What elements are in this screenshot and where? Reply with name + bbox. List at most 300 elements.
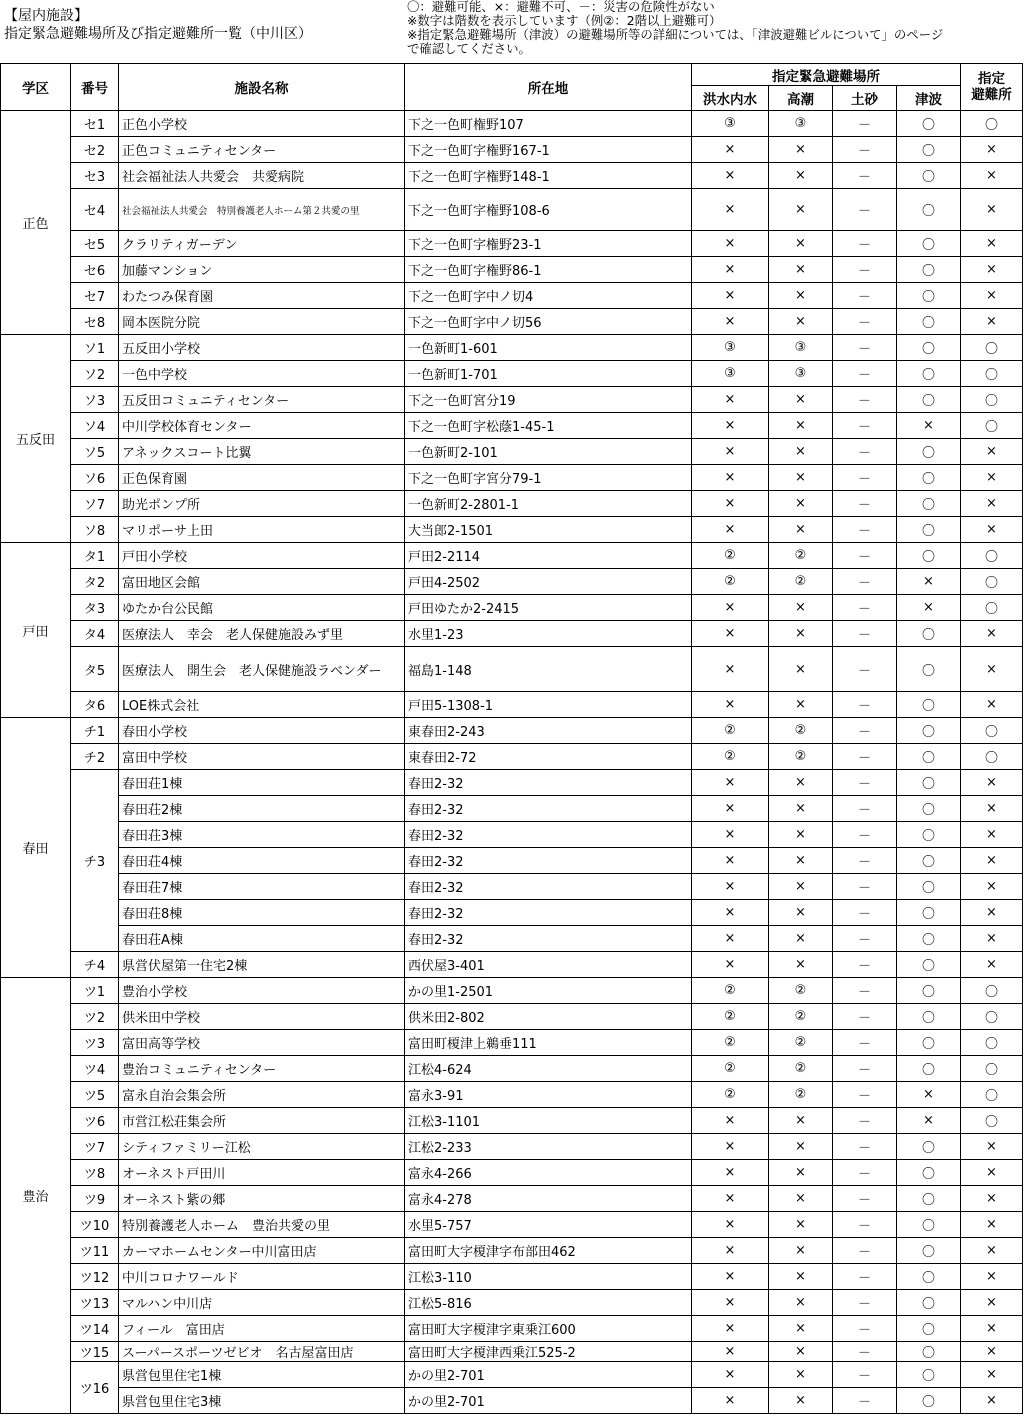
- facility-name: 春田小学校: [119, 718, 405, 744]
- facility-name: 富田地区会館: [119, 569, 405, 595]
- shelter-status: ×: [961, 1238, 1023, 1264]
- storm-surge-status: ×: [769, 1362, 833, 1388]
- landslide-status: －: [833, 1264, 897, 1290]
- facility-address: 水里1-23: [405, 621, 692, 647]
- tsunami-status: 〇: [897, 189, 961, 231]
- facility-number: セ3: [71, 163, 119, 189]
- shelter-status: 〇: [961, 111, 1023, 137]
- table-row: [1, 361, 1023, 387]
- header-tsunami: 津波: [897, 86, 961, 111]
- storm-surge-status: ③: [769, 111, 833, 137]
- landslide-status: －: [833, 309, 897, 335]
- tsunami-status: 〇: [897, 309, 961, 335]
- storm-surge-status: ②: [769, 1056, 833, 1082]
- table-row: [1, 163, 1023, 189]
- shelter-status: 〇: [961, 413, 1023, 439]
- facility-name: カーマホームセンター中川富田店: [119, 1238, 405, 1264]
- shelter-status: 〇: [961, 569, 1023, 595]
- tsunami-status: 〇: [897, 361, 961, 387]
- facility-address: 富田町大字榎津字東乗江600: [405, 1316, 692, 1342]
- table-body: [1, 111, 1023, 1414]
- landslide-status: －: [833, 1082, 897, 1108]
- facility-number: ツ4: [71, 1056, 119, 1082]
- facility-name: 県営伏屋第一住宅2棟: [119, 952, 405, 978]
- district-name: 正色: [1, 111, 71, 335]
- facility-name: 五反田コミュニティセンター: [119, 387, 405, 413]
- facility-number: チ2: [71, 744, 119, 770]
- facility-name: LOE株式会社: [119, 692, 405, 718]
- facility-address: 下之一色町権野107: [405, 111, 692, 137]
- header-facility-name: 施設名称: [119, 64, 405, 111]
- facility-address: 春田2-32: [405, 900, 692, 926]
- facility-name: 富田中学校: [119, 744, 405, 770]
- flood-status: ×: [692, 770, 769, 796]
- facility-name: 春田荘1棟: [119, 770, 405, 796]
- flood-status: ×: [692, 874, 769, 900]
- table-row: [1, 1342, 1023, 1362]
- landslide-status: －: [833, 1342, 897, 1362]
- tsunami-status: 〇: [897, 744, 961, 770]
- table-row: [1, 543, 1023, 569]
- storm-surge-status: ×: [769, 439, 833, 465]
- facility-name: オーネスト紫の郷: [119, 1186, 405, 1212]
- facility-name: アネックスコート比翼: [119, 439, 405, 465]
- facility-address: 江松5-816: [405, 1290, 692, 1316]
- facility-address: 春田2-32: [405, 770, 692, 796]
- facility-name: マリポーサ上田: [119, 517, 405, 543]
- flood-status: ×: [692, 189, 769, 231]
- district-name: 豊治: [1, 978, 71, 1414]
- shelter-status: ×: [961, 137, 1023, 163]
- table-row: [1, 952, 1023, 978]
- landslide-status: －: [833, 822, 897, 848]
- legend-note: ※指定緊急避難場所（津波）の避難場所等の詳細については、「津波避難ビルについて」のページ: [407, 27, 944, 42]
- shelter-status: ×: [961, 491, 1023, 517]
- landslide-status: －: [833, 137, 897, 163]
- storm-surge-status: ×: [769, 926, 833, 952]
- landslide-status: －: [833, 744, 897, 770]
- facility-address: 一色新町1-701: [405, 361, 692, 387]
- facility-number: セ8: [71, 309, 119, 335]
- landslide-status: －: [833, 465, 897, 491]
- shelter-status: 〇: [961, 1030, 1023, 1056]
- storm-surge-status: ×: [769, 1238, 833, 1264]
- shelter-status: ×: [961, 283, 1023, 309]
- flood-status: ×: [692, 900, 769, 926]
- table-row: [1, 1186, 1023, 1212]
- facility-number: ツ6: [71, 1108, 119, 1134]
- facility-number: チ3: [71, 770, 119, 952]
- tsunami-status: 〇: [897, 137, 961, 163]
- table-row: [1, 1238, 1023, 1264]
- storm-surge-status: ②: [769, 718, 833, 744]
- facility-number: ツ8: [71, 1160, 119, 1186]
- flood-status: ×: [692, 796, 769, 822]
- facility-number: ソ2: [71, 361, 119, 387]
- flood-status: ×: [692, 926, 769, 952]
- tsunami-status: 〇: [897, 1316, 961, 1342]
- table-row: [1, 309, 1023, 335]
- storm-surge-status: ×: [769, 848, 833, 874]
- tsunami-status: 〇: [897, 978, 961, 1004]
- table-row: [1, 1030, 1023, 1056]
- flood-status: ②: [692, 1056, 769, 1082]
- landslide-status: －: [833, 387, 897, 413]
- facility-name: 春田荘7棟: [119, 874, 405, 900]
- storm-surge-status: ×: [769, 952, 833, 978]
- shelter-status: 〇: [961, 1108, 1023, 1134]
- tsunami-status: 〇: [897, 1362, 961, 1388]
- landslide-status: －: [833, 257, 897, 283]
- facility-number: ツ13: [71, 1290, 119, 1316]
- shelter-status: ×: [961, 848, 1023, 874]
- facility-number: ソ5: [71, 439, 119, 465]
- storm-surge-status: ×: [769, 231, 833, 257]
- flood-status: ②: [692, 569, 769, 595]
- storm-surge-status: ×: [769, 822, 833, 848]
- facility-name: 医療法人 開生会 老人保健施設ラベンダー: [119, 647, 405, 692]
- facility-address: かの里1-2501: [405, 978, 692, 1004]
- landslide-status: －: [833, 1108, 897, 1134]
- table-row: [1, 1212, 1023, 1238]
- facility-number: チ4: [71, 952, 119, 978]
- landslide-status: －: [833, 1212, 897, 1238]
- storm-surge-status: ×: [769, 1290, 833, 1316]
- tsunami-status: ×: [897, 595, 961, 621]
- facility-address: 春田2-32: [405, 796, 692, 822]
- facility-name: フィール 富田店: [119, 1316, 405, 1342]
- landslide-status: －: [833, 491, 897, 517]
- flood-status: ×: [692, 848, 769, 874]
- facility-address: 大当郎2-1501: [405, 517, 692, 543]
- storm-surge-status: ②: [769, 1082, 833, 1108]
- flood-status: ×: [692, 163, 769, 189]
- facility-name: 市営江松荘集会所: [119, 1108, 405, 1134]
- table-row: [1, 1108, 1023, 1134]
- landslide-status: －: [833, 1160, 897, 1186]
- facility-address: 水里5-757: [405, 1212, 692, 1238]
- legend-note: ※数字は階数を表示しています（例②：2階以上避難可）: [407, 13, 722, 28]
- facility-number: タ4: [71, 621, 119, 647]
- flood-status: ×: [692, 1108, 769, 1134]
- facility-number: セ6: [71, 257, 119, 283]
- facility-number: ツ11: [71, 1238, 119, 1264]
- table-row: [1, 926, 1023, 952]
- facility-number: ツ1: [71, 978, 119, 1004]
- tsunami-status: 〇: [897, 387, 961, 413]
- facility-number: タ6: [71, 692, 119, 718]
- tsunami-status: 〇: [897, 335, 961, 361]
- facility-name: 一色中学校: [119, 361, 405, 387]
- landslide-status: －: [833, 335, 897, 361]
- facility-name: 中川学校体育センター: [119, 413, 405, 439]
- storm-surge-status: ②: [769, 978, 833, 1004]
- facility-number: タ5: [71, 647, 119, 692]
- tsunami-status: ×: [897, 1082, 961, 1108]
- facility-name: 加藤マンション: [119, 257, 405, 283]
- shelter-status: 〇: [961, 361, 1023, 387]
- storm-surge-status: ×: [769, 517, 833, 543]
- table-row: [1, 874, 1023, 900]
- landslide-status: －: [833, 770, 897, 796]
- tsunami-status: 〇: [897, 848, 961, 874]
- table-row: [1, 796, 1023, 822]
- storm-surge-status: ×: [769, 1264, 833, 1290]
- facility-address: 下之一色町字中ノ切4: [405, 283, 692, 309]
- facility-name: 県営包里住宅3棟: [119, 1388, 405, 1414]
- tsunami-status: 〇: [897, 491, 961, 517]
- landslide-status: －: [833, 796, 897, 822]
- shelter-status: 〇: [961, 744, 1023, 770]
- flood-status: ③: [692, 335, 769, 361]
- flood-status: ②: [692, 1030, 769, 1056]
- facility-address: 下之一色町字松蔭1-45-1: [405, 413, 692, 439]
- flood-status: ×: [692, 1238, 769, 1264]
- facility-name: オーネスト戸田川: [119, 1160, 405, 1186]
- page-header: [0, 0, 1026, 62]
- facility-number: ソ7: [71, 491, 119, 517]
- shelter-status: ×: [961, 1186, 1023, 1212]
- facility-number: ツ15: [71, 1342, 119, 1362]
- tsunami-status: ×: [897, 569, 961, 595]
- tsunami-status: 〇: [897, 439, 961, 465]
- table-row: [1, 387, 1023, 413]
- storm-surge-status: ×: [769, 900, 833, 926]
- facility-address: 江松2-233: [405, 1134, 692, 1160]
- shelter-status: 〇: [961, 543, 1023, 569]
- facility-address: 江松3-110: [405, 1264, 692, 1290]
- flood-status: ②: [692, 718, 769, 744]
- tsunami-status: 〇: [897, 952, 961, 978]
- flood-status: ②: [692, 1004, 769, 1030]
- flood-status: ×: [692, 1290, 769, 1316]
- facility-address: 下之一色町字宮分79-1: [405, 465, 692, 491]
- table-row: [1, 1056, 1023, 1082]
- flood-status: ×: [692, 439, 769, 465]
- tsunami-status: 〇: [897, 1160, 961, 1186]
- flood-status: ②: [692, 744, 769, 770]
- facility-number: ツ3: [71, 1030, 119, 1056]
- header-flood: 洪水内水: [692, 86, 769, 111]
- facility-name: マルハン中川店: [119, 1290, 405, 1316]
- shelter-status: ×: [961, 1134, 1023, 1160]
- tsunami-status: 〇: [897, 543, 961, 569]
- header-number: 番号: [71, 64, 119, 111]
- tsunami-status: 〇: [897, 1342, 961, 1362]
- tsunami-status: 〇: [897, 822, 961, 848]
- facility-name: 豊治コミュニティセンター: [119, 1056, 405, 1082]
- tsunami-status: 〇: [897, 692, 961, 718]
- facility-number: セ1: [71, 111, 119, 137]
- flood-status: ×: [692, 647, 769, 692]
- shelter-status: ×: [961, 1212, 1023, 1238]
- tsunami-status: 〇: [897, 926, 961, 952]
- table-row: [1, 1388, 1023, 1414]
- landslide-status: －: [833, 231, 897, 257]
- shelter-status: ×: [961, 1362, 1023, 1388]
- shelter-status: ×: [961, 231, 1023, 257]
- storm-surge-status: ×: [769, 137, 833, 163]
- flood-status: ×: [692, 621, 769, 647]
- facility-address: 富田町榎津上鵜垂111: [405, 1030, 692, 1056]
- tsunami-status: 〇: [897, 465, 961, 491]
- facility-number: ソ1: [71, 335, 119, 361]
- storm-surge-status: ×: [769, 465, 833, 491]
- facility-address: 春田2-32: [405, 926, 692, 952]
- table-row: [1, 189, 1023, 231]
- table-row: [1, 1316, 1023, 1342]
- table-row: [1, 1290, 1023, 1316]
- storm-surge-status: ×: [769, 1160, 833, 1186]
- facility-address: 春田2-32: [405, 874, 692, 900]
- storm-surge-status: ②: [769, 1030, 833, 1056]
- tsunami-status: 〇: [897, 796, 961, 822]
- storm-surge-status: ×: [769, 595, 833, 621]
- storm-surge-status: ×: [769, 692, 833, 718]
- facility-address: 戸田4-2502: [405, 569, 692, 595]
- facility-address: 下之一色町字権野108-6: [405, 189, 692, 231]
- flood-status: ×: [692, 1134, 769, 1160]
- storm-surge-status: ×: [769, 491, 833, 517]
- storm-surge-status: ×: [769, 413, 833, 439]
- landslide-status: －: [833, 926, 897, 952]
- header-landslide: 土砂: [833, 86, 897, 111]
- facility-number: ツ10: [71, 1212, 119, 1238]
- flood-status: ×: [692, 822, 769, 848]
- facility-name: クラリティガーデン: [119, 231, 405, 257]
- storm-surge-status: ×: [769, 1316, 833, 1342]
- facility-address: 江松3-1101: [405, 1108, 692, 1134]
- storm-surge-status: ×: [769, 874, 833, 900]
- shelter-status: ×: [961, 621, 1023, 647]
- table-row: [1, 413, 1023, 439]
- table-row: [1, 718, 1023, 744]
- landslide-status: －: [833, 111, 897, 137]
- tsunami-status: 〇: [897, 257, 961, 283]
- facility-name: 富永自治会集会所: [119, 1082, 405, 1108]
- table-row: [1, 848, 1023, 874]
- landslide-status: －: [833, 543, 897, 569]
- facility-address: 戸田ゆたか2-2415: [405, 595, 692, 621]
- flood-status: ×: [692, 1362, 769, 1388]
- flood-status: ×: [692, 1264, 769, 1290]
- tsunami-status: 〇: [897, 1388, 961, 1414]
- tsunami-status: 〇: [897, 163, 961, 189]
- table-row: [1, 744, 1023, 770]
- facility-address: 下之一色町字権野167-1: [405, 137, 692, 163]
- shelter-status: ×: [961, 1342, 1023, 1362]
- facility-name: 医療法人 幸会 老人保健施設みず里: [119, 621, 405, 647]
- facility-address: 下之一色町字権野86-1: [405, 257, 692, 283]
- landslide-status: －: [833, 978, 897, 1004]
- flood-status: ×: [692, 283, 769, 309]
- storm-surge-status: ×: [769, 1134, 833, 1160]
- flood-status: ②: [692, 543, 769, 569]
- tsunami-status: 〇: [897, 1264, 961, 1290]
- flood-status: ×: [692, 413, 769, 439]
- landslide-status: －: [833, 1362, 897, 1388]
- facility-number: ソ3: [71, 387, 119, 413]
- flood-status: ×: [692, 465, 769, 491]
- tsunami-status: 〇: [897, 111, 961, 137]
- facility-address: 一色新町1-601: [405, 335, 692, 361]
- district-name: 春田: [1, 718, 71, 978]
- facility-address: 東春田2-243: [405, 718, 692, 744]
- storm-surge-status: ×: [769, 1212, 833, 1238]
- facility-number: ツ12: [71, 1264, 119, 1290]
- facility-name: 春田荘3棟: [119, 822, 405, 848]
- facility-address: 下之一色町字権野148-1: [405, 163, 692, 189]
- tsunami-status: 〇: [897, 874, 961, 900]
- storm-surge-status: ×: [769, 1108, 833, 1134]
- shelter-status: 〇: [961, 1056, 1023, 1082]
- facility-name: 春田荘A棟: [119, 926, 405, 952]
- shelter-status: 〇: [961, 1082, 1023, 1108]
- shelter-status: ×: [961, 1316, 1023, 1342]
- storm-surge-status: ②: [769, 569, 833, 595]
- flood-status: ×: [692, 1186, 769, 1212]
- facility-address: 富永4-266: [405, 1160, 692, 1186]
- facility-address: 春田2-32: [405, 822, 692, 848]
- legend-notes: [407, 0, 943, 56]
- legend-note: で確認してください。: [407, 41, 531, 56]
- shelter-status: 〇: [961, 718, 1023, 744]
- facility-address: 戸田5-1308-1: [405, 692, 692, 718]
- flood-status: ×: [692, 387, 769, 413]
- facility-address: 富田町大字榎津西乗江525-2: [405, 1342, 692, 1362]
- header-emergency-evacuation-site: 指定緊急避難場所: [692, 64, 961, 86]
- landslide-status: －: [833, 517, 897, 543]
- facility-name: 社会福祉法人共愛会 特別養護老人ホーム第２共愛の里: [119, 189, 405, 231]
- tsunami-status: ×: [897, 413, 961, 439]
- facility-name: 戸田小学校: [119, 543, 405, 569]
- landslide-status: －: [833, 848, 897, 874]
- facility-name: 供米田中学校: [119, 1004, 405, 1030]
- facility-address: 一色新町2-2801-1: [405, 491, 692, 517]
- table-row: [1, 283, 1023, 309]
- facility-number: セ4: [71, 189, 119, 231]
- facility-number: ツ2: [71, 1004, 119, 1030]
- landslide-status: －: [833, 1238, 897, 1264]
- tsunami-status: 〇: [897, 1134, 961, 1160]
- shelter-status: ×: [961, 517, 1023, 543]
- district-name: 五反田: [1, 335, 71, 543]
- shelter-status: 〇: [961, 978, 1023, 1004]
- facility-number: セ5: [71, 231, 119, 257]
- facility-number: タ2: [71, 569, 119, 595]
- shelter-status: ×: [961, 874, 1023, 900]
- landslide-status: －: [833, 283, 897, 309]
- facility-name: 社会福祉法人共愛会 共愛病院: [119, 163, 405, 189]
- flood-status: ②: [692, 1082, 769, 1108]
- landslide-status: －: [833, 413, 897, 439]
- storm-surge-status: ×: [769, 647, 833, 692]
- flood-status: ×: [692, 1212, 769, 1238]
- header-address: 所在地: [405, 64, 692, 111]
- facility-name: スーパースポーツゼビオ 名古屋富田店: [119, 1342, 405, 1362]
- flood-status: ×: [692, 517, 769, 543]
- storm-surge-status: ③: [769, 361, 833, 387]
- landslide-status: －: [833, 647, 897, 692]
- table-row: [1, 900, 1023, 926]
- tsunami-status: 〇: [897, 621, 961, 647]
- shelter-status: ×: [961, 189, 1023, 231]
- storm-surge-status: ×: [769, 283, 833, 309]
- tsunami-status: 〇: [897, 1290, 961, 1316]
- table-row: [1, 491, 1023, 517]
- flood-status: ×: [692, 1160, 769, 1186]
- tsunami-status: 〇: [897, 1238, 961, 1264]
